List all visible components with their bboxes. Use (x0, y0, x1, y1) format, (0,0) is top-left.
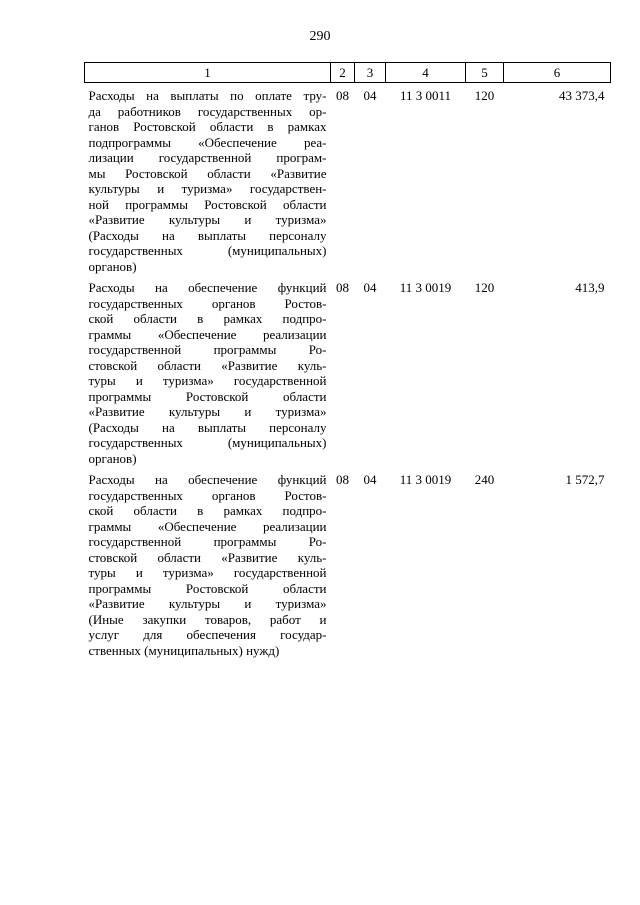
row-vr: 120 (474, 88, 495, 103)
row-rz: 08 (336, 472, 349, 487)
description-line: стовской области «Развитие куль- (88, 549, 327, 565)
description-line: программы Ростовской области (88, 580, 327, 596)
description-line: государственной программы Ро- (88, 342, 327, 357)
description-line: программы Ростовской области (88, 388, 327, 404)
header-cell-pr: 3 (355, 63, 386, 83)
header-cell-description: 1 (85, 63, 331, 83)
description-line: «Развитие культуры и туризма» (88, 212, 327, 227)
description-line: органов) (88, 450, 137, 466)
description-line: ной программы Ростовской области (88, 196, 327, 212)
row-description (85, 466, 331, 658)
description-line: услуг для обеспечения государ- (88, 627, 327, 642)
table-header (85, 63, 611, 83)
description-line: государственных (муниципальных) (88, 435, 327, 450)
header-cell-sum: 6 (504, 63, 611, 83)
row-pr: 04 (363, 280, 377, 295)
description-line: Расходы на обеспечение функций (88, 280, 327, 295)
description-line: государственных органов Ростов- (88, 295, 327, 311)
header-cell-vr: 5 (466, 63, 504, 83)
row-csr: 11 3 0011 (399, 88, 452, 103)
description-line: органов) (88, 258, 137, 274)
description-line: (Иные закупки товаров, работ и (88, 611, 327, 627)
description-line: культуры и туризма» государствен- (88, 181, 327, 196)
description-line: ской области в рамках подпро- (88, 311, 327, 326)
description-line: да работников государственных ор- (88, 103, 327, 119)
table-body (85, 83, 611, 659)
row-description (85, 83, 331, 275)
description-line: лизации государственной програм- (88, 150, 327, 165)
description-line: Расходы на обеспечение функций (88, 472, 327, 487)
description-line: мы Ростовской области «Развитие (88, 165, 327, 181)
description-line: ственных (муниципальных) нужд) (88, 642, 280, 658)
description-line: ганов Ростовской области в рамках (88, 119, 327, 134)
description-line: подпрограммы «Обеспечение реа- (88, 134, 327, 150)
table-row (85, 83, 611, 275)
row-pr: 04 (363, 472, 377, 487)
row-csr: 11 3 0019 (399, 472, 452, 487)
description-line: «Развитие культуры и туризма» (88, 596, 327, 611)
table-row (85, 274, 611, 466)
description-line: туры и туризма» государственной (88, 565, 327, 580)
header-row (85, 63, 611, 83)
description-line: «Развитие культуры и туризма» (88, 404, 327, 419)
header-cell-csr: 4 (386, 63, 466, 83)
budget-table (84, 62, 611, 658)
row-sum: 413,9 (575, 280, 605, 295)
row-description (85, 274, 331, 466)
description-line: туры и туризма» государственной (88, 373, 327, 388)
description-line: ской области в рамках подпро- (88, 503, 327, 518)
description-line: (Расходы на выплаты персоналу (88, 227, 327, 243)
description-line: (Расходы на выплаты персоналу (88, 419, 327, 435)
header-cell-rz: 2 (331, 63, 355, 83)
row-vr: 240 (474, 472, 495, 487)
row-csr: 11 3 0019 (399, 280, 452, 295)
description-line: граммы «Обеспечение реализации (88, 326, 327, 342)
description-line: государственных органов Ростов- (88, 487, 327, 503)
description-line: граммы «Обеспечение реализации (88, 518, 327, 534)
description-line: государственной программы Ро- (88, 534, 327, 549)
description-line: государственных (муниципальных) (88, 243, 327, 258)
row-sum: 1 572,7 (565, 472, 605, 487)
description-line: Расходы на выплаты по оплате тру- (88, 88, 327, 103)
row-rz: 08 (336, 88, 349, 103)
row-pr: 04 (363, 88, 377, 103)
page-number: 290 (309, 29, 331, 44)
row-rz: 08 (336, 280, 349, 295)
table-row (85, 466, 611, 658)
row-sum: 43 373,4 (559, 88, 605, 103)
description-line: стовской области «Развитие куль- (88, 357, 327, 373)
row-vr: 120 (474, 280, 495, 295)
